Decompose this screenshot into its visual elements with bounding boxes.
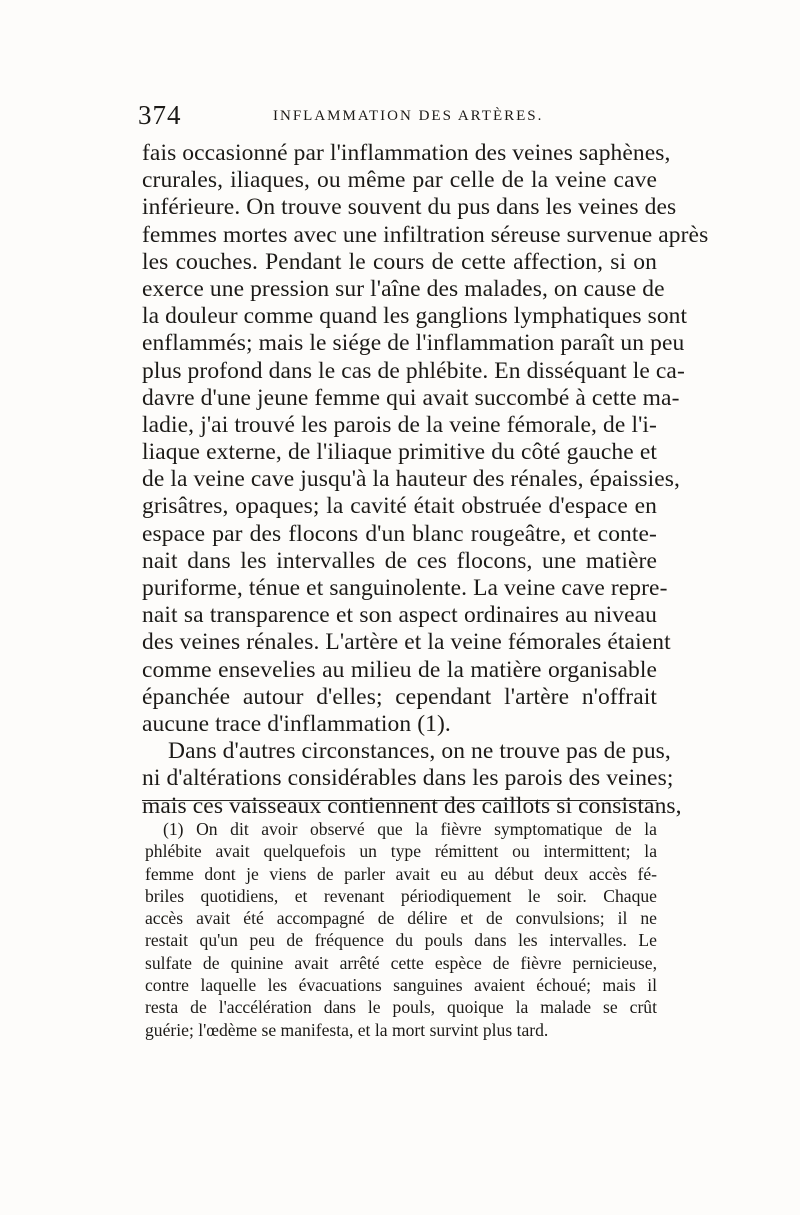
footnote-line: femme dont je viens de parler avait eu au début deux accès fé- [145, 863, 657, 884]
text-line: femmes mortes avec une infiltration séreuse survenue après [142, 221, 709, 248]
text-line: nait dans les intervalles de ces flocons, une matière [142, 547, 657, 574]
text-line: puriforme, ténue et sanguinolente. La veine cave repre- [142, 575, 668, 601]
text-line: aucune trace d'inflammation (1). [142, 710, 451, 737]
page-number: 374 [138, 100, 182, 130]
text-line: la douleur comme quand les ganglions lymphatiques sont [142, 303, 688, 330]
footnote-line: restait qu'un peu de fréquence du pouls dans les intervalles. Le [145, 930, 657, 951]
text-line: fais occasionné par l'inflammation des veines saphènes, [142, 140, 671, 166]
text-line: des veines rénales. L'artère et la veine fémorales étaient [142, 629, 671, 656]
text-line: grisâtres, opaques; la cavité était obstruée d'espace en [142, 493, 657, 520]
text-line: crurales, iliaques, ou même par celle de la veine cave [142, 167, 657, 194]
footnote-line: resta de l'accélération dans le pouls, quoique la malade se crût [145, 997, 657, 1018]
text-line: de la veine cave jusqu'à la hauteur des rénales, épaissies, [142, 466, 681, 493]
footnote-line: sulfate de quinine avait arrêté cette espèce de fièvre pernicieuse, [145, 952, 657, 973]
text-line: ladie, j'ai trouvé les parois de la veine fémorale, de l'i- [142, 411, 657, 438]
text-line: ni d'altérations considérables dans les parois des veines; [142, 765, 674, 792]
text-line: exerce une pression sur l'aîne des malades, on cause de [142, 275, 665, 302]
footnote [145, 818, 657, 1041]
footnote-divider [142, 800, 657, 801]
text-line: comme ensevelies au milieu de la matière organisable [142, 656, 657, 683]
body-text [142, 140, 709, 820]
text-line: espace par des flocons d'un blanc rougeâtre, et conte- [142, 520, 657, 547]
footnote-line: briles quotidiens, et revenant périodiquement le soir. Chaque [145, 885, 657, 906]
text-line: Dans d'autres circonstances, on ne trouve pas de pus, [168, 738, 671, 765]
footnote-line: contre laquelle les évacuations sanguines avaient échoué; mais il [145, 975, 657, 996]
text-line: liaque externe, de l'iliaque primitive du côté gauche et [142, 439, 657, 466]
text-line: enflammés; mais le siége de l'inflammation paraît un peu [142, 330, 685, 357]
running-head: INFLAMMATION DES ARTÈRES. [273, 108, 544, 124]
text-line: davre d'une jeune femme qui avait succombé à cette ma- [142, 384, 680, 411]
text-line: mais ces vaisseaux contiennent des caillots si consistans, [142, 792, 682, 819]
footnote-line: (1) On dit avoir observé que la fièvre symptomatique de la [163, 819, 657, 839]
text-line: inférieure. On trouve souvent du pus dans les veines des [142, 194, 677, 221]
text-line: épanchée autour d'elles; cependant l'artère n'offrait [142, 683, 657, 710]
footnote-line: accès avait été accompagné de délire et de convulsions; il ne [145, 908, 657, 929]
text-line: nait sa transparence et son aspect ordinaires au niveau [142, 602, 657, 629]
footnote-line: guérie; l'œdème se manifesta, et la mort survint plus tard. [145, 1019, 549, 1040]
text-line: les couches. Pendant le cours de cette affection, si on [142, 248, 657, 275]
text-line: plus profond dans le cas de phlébite. En disséquant le ca- [142, 357, 685, 384]
footnote-line: phlébite avait quelquefois un type rémittent ou intermittent; la [145, 841, 657, 862]
page-header [138, 100, 668, 130]
